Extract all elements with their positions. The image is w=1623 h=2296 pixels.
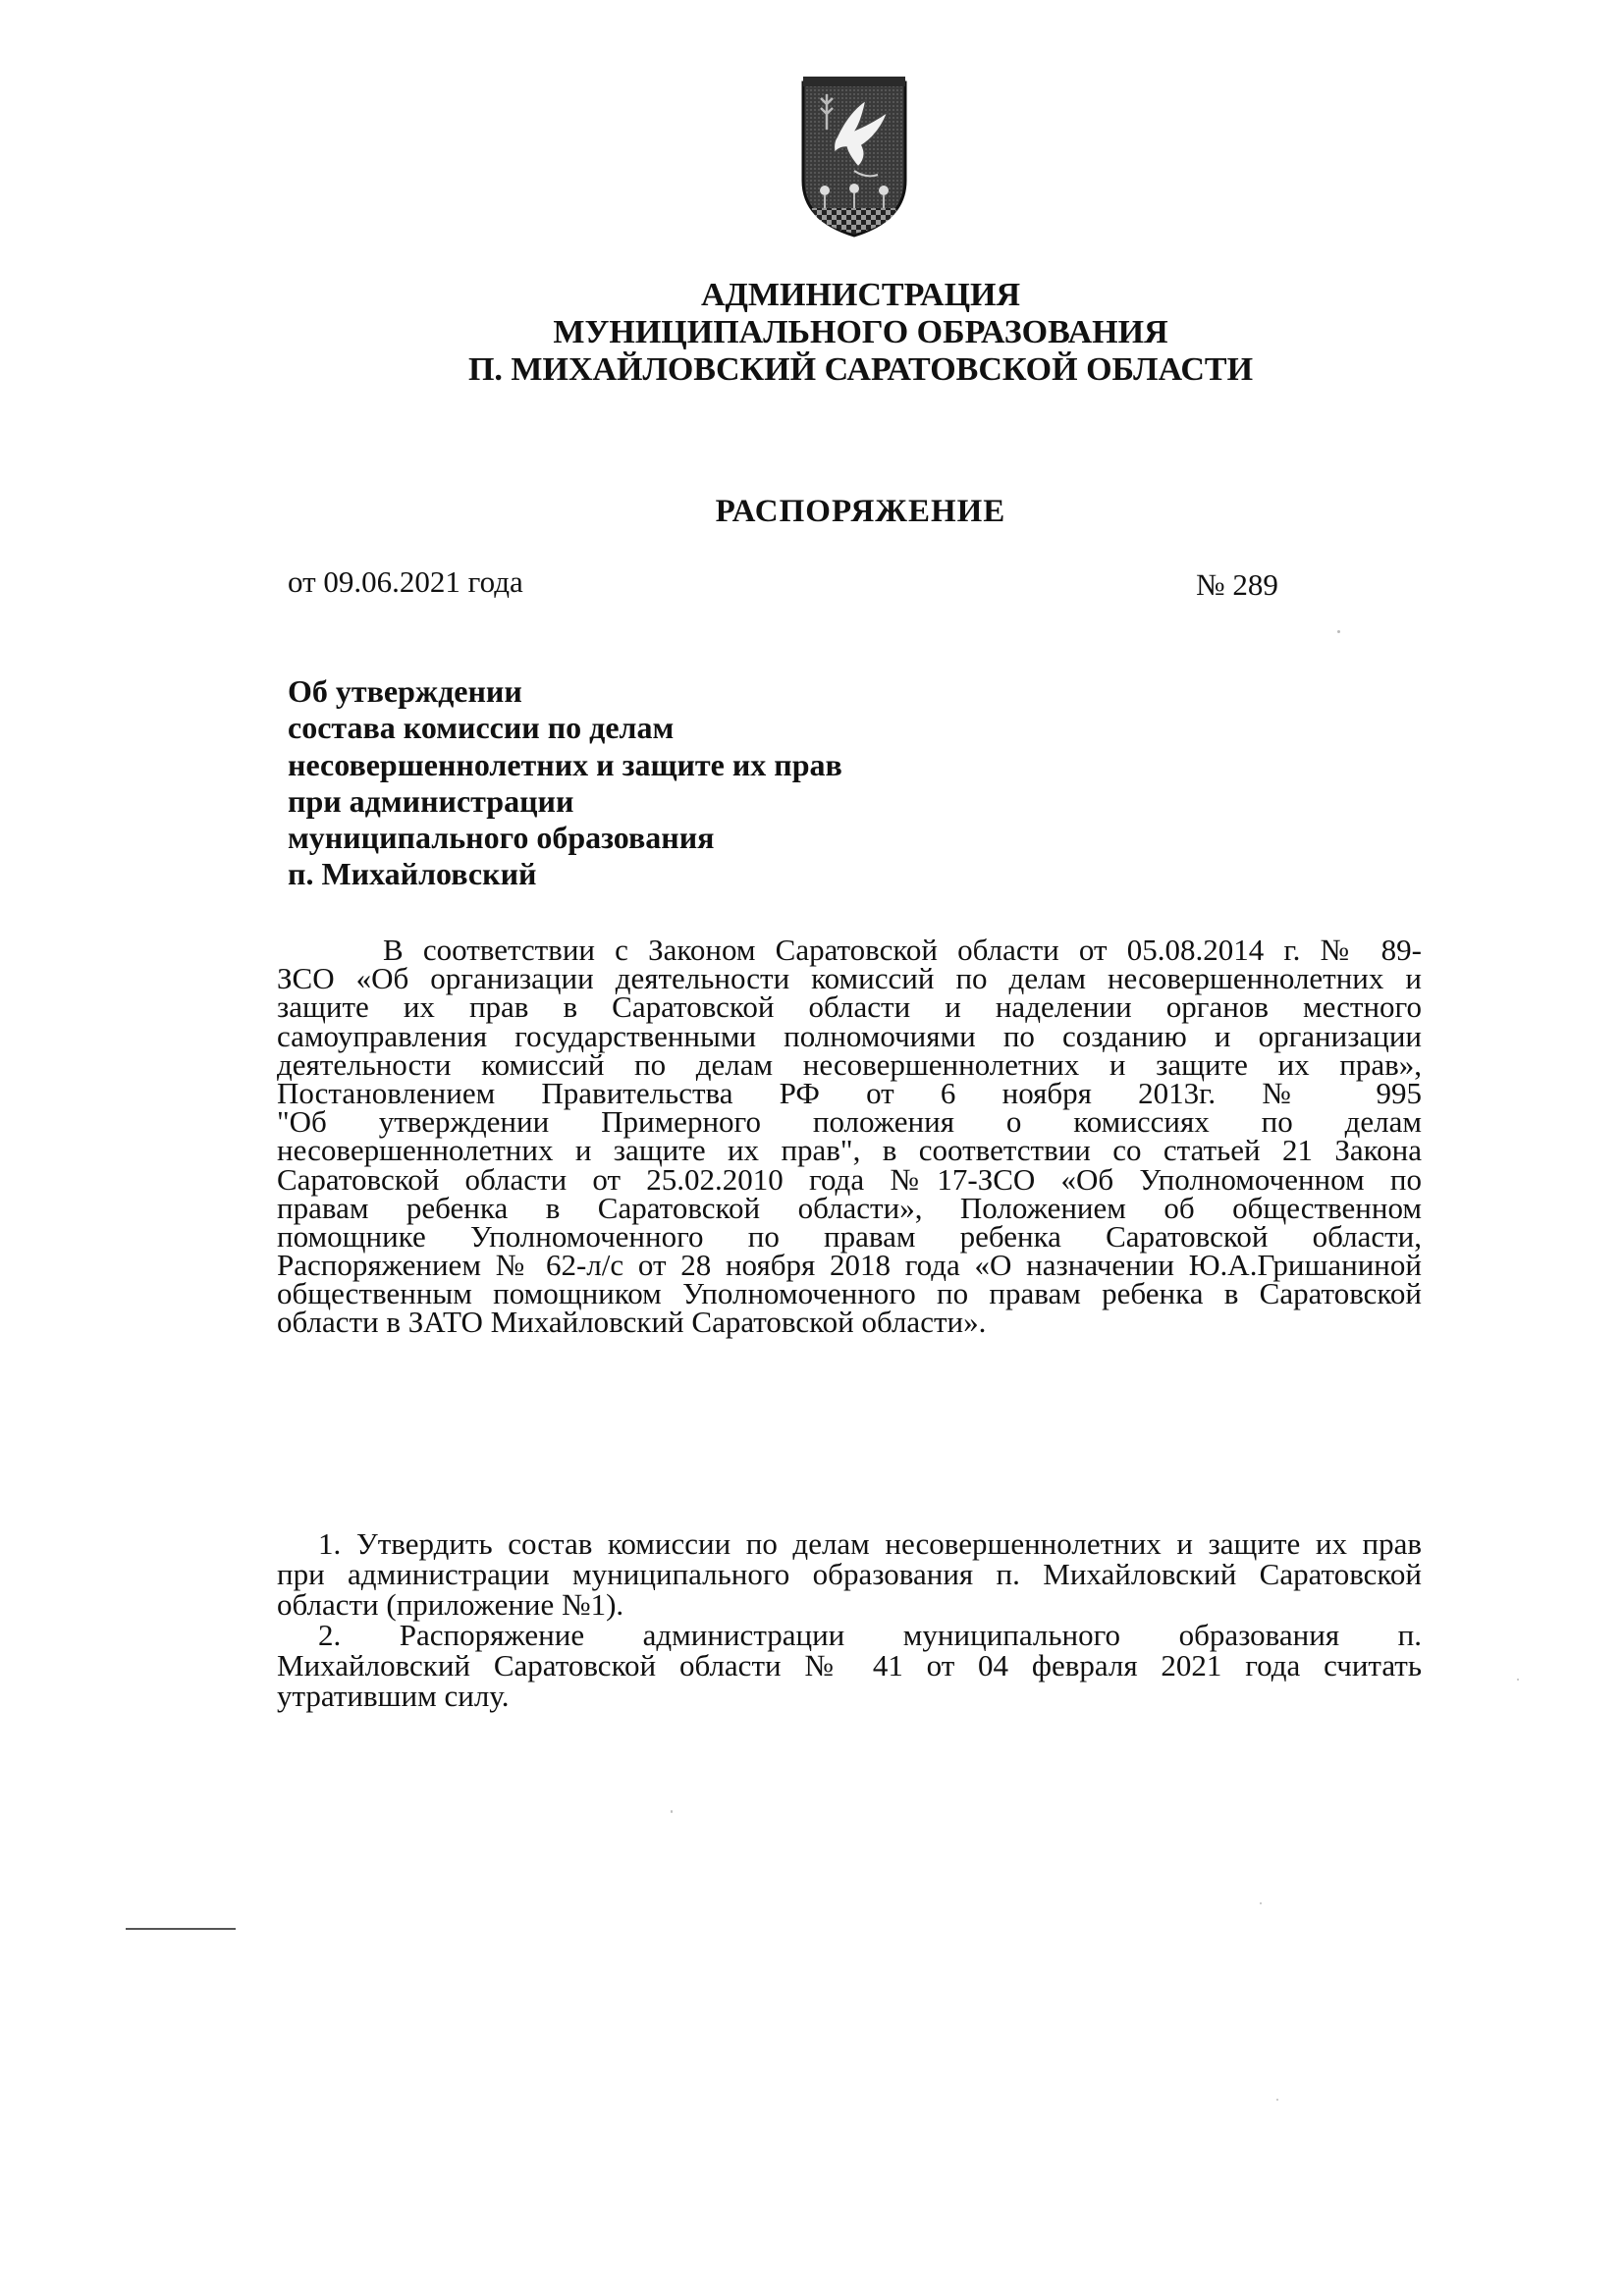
resolution-items	[277, 1528, 1422, 1711]
header-line-2: МУНИЦИПАЛЬНОГО ОБРАЗОВАНИЯ	[553, 314, 1168, 350]
item-line: 2. Распоряжение администрации муниципального образования п.	[318, 1618, 1422, 1652]
subject-line: муниципального образования	[288, 820, 715, 856]
preamble-line: Распоряжением № 62-л/с от 28 ноября 2018 года «О назначении Ю.А.Гришаниной	[277, 1248, 1422, 1283]
preamble-line: защите их прав в Саратовской области и наделении органов местного	[277, 989, 1422, 1025]
preamble-line: самоуправления государственными полномочиями по созданию и организации	[277, 1018, 1422, 1053]
subject-line: состава комиссии по делам	[288, 710, 675, 746]
preamble-line: ЗСО «Об организации деятельности комиссий по делам несовершеннолетних и	[277, 961, 1422, 996]
preamble-line: общественным помощником Уполномоченного по правам ребенка в Саратовской	[277, 1276, 1422, 1311]
preamble-line: деятельности комиссий по делам несовершеннолетних и защите их прав»,	[277, 1046, 1422, 1082]
item-line: Михайловский Саратовской области № 41 от 04 февраля 2021 года считать	[277, 1648, 1422, 1682]
scan-speck	[1517, 1679, 1519, 1681]
preamble-line: "Об утверждении Примерного положения о комиссиях по делам	[277, 1104, 1422, 1140]
item-line: утратившим силу.	[277, 1679, 510, 1713]
preamble-paragraph	[277, 933, 1422, 1340]
preamble-line: Саратовской области от 25.02.2010 года №17-ЗСО «Об Уполномоченном по	[277, 1161, 1422, 1197]
item-line: области (приложение №1).	[277, 1587, 624, 1622]
subject-line: п. Михайловский	[288, 856, 537, 892]
scan-speck	[1276, 2099, 1278, 2101]
scan-speck	[1260, 1902, 1262, 1904]
document-title: РАСПОРЯЖЕНИЕ	[715, 494, 1006, 529]
header-line-1: АДМИНИСТРАЦИЯ	[700, 277, 1021, 313]
organization-header	[295, 277, 1427, 389]
subject-line: несовершеннолетних и защите их прав	[288, 746, 842, 782]
item-line: 1. Утвердить состав комиссии по делам несовершеннолетних и защите их прав	[318, 1526, 1422, 1561]
subject-line: Об утверждении	[288, 673, 522, 709]
preamble-line: Постановлением Правительства РФ от 6 ноября 2013г. № 995	[277, 1075, 1422, 1110]
subject-line: при администрации	[288, 782, 574, 819]
preamble-line: В соответствии с Законом Саратовской области от 05.08.2014 г. № 89-	[383, 933, 1422, 967]
document-subject	[288, 673, 842, 893]
resolution-item-1	[277, 1528, 1422, 1620]
preamble-line: правам ребенка в Саратовской области», Положением об общественном	[277, 1190, 1422, 1225]
preamble-line: помощнике Уполномоченного по правам ребенка Саратовской области,	[277, 1218, 1422, 1254]
item-line: при администрации муниципального образования п. Михайловский Саратовской	[277, 1557, 1422, 1591]
preamble-line: несовершеннолетних и защите их прав", в соответствии со статьей 21 Закона	[277, 1133, 1422, 1168]
scan-speck	[1337, 630, 1340, 633]
resolution-item-2	[277, 1620, 1422, 1711]
margin-mark	[126, 1928, 236, 1930]
preamble-line: области в ЗАТО Михайловский Саратовской области».	[277, 1305, 987, 1340]
coat-of-arms-emblem	[797, 73, 911, 240]
document-date: от 09.06.2021 года	[288, 564, 523, 599]
scan-speck	[671, 1810, 673, 1813]
document-number: № 289	[1196, 567, 1278, 602]
header-line-3: П. МИХАЙЛОВСКИЙ САРАТОВСКОЙ ОБЛАСТИ	[467, 351, 1254, 388]
